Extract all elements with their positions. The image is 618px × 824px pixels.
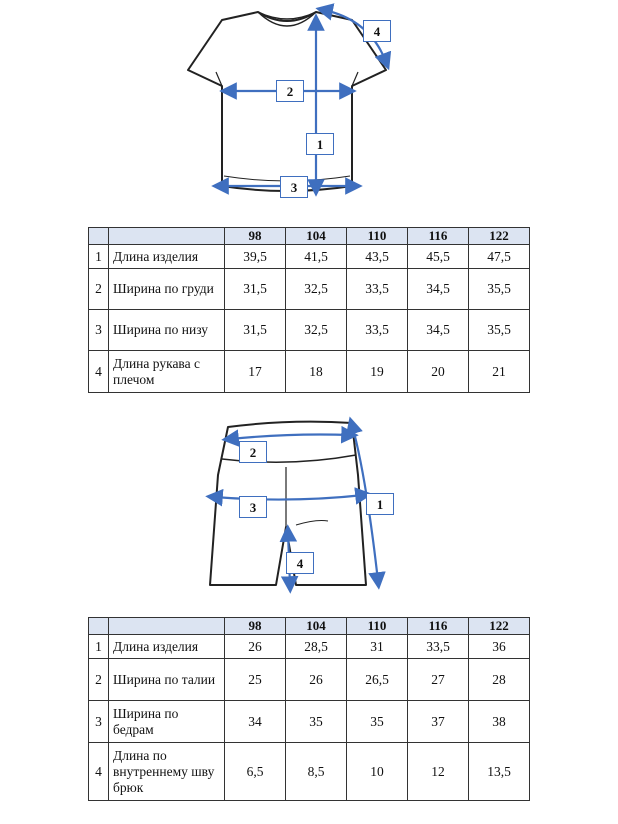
row-name: Длина рукава с плечом	[109, 351, 225, 393]
value-cell: 17	[225, 351, 286, 393]
size-header: 110	[347, 618, 408, 635]
value-cell: 18	[286, 351, 347, 393]
value-cell: 26,5	[347, 659, 408, 701]
callout-3: 3	[239, 496, 267, 518]
value-cell: 21	[469, 351, 530, 393]
row-index: 3	[89, 701, 109, 743]
tshirt-size-table	[88, 227, 530, 393]
value-cell: 41,5	[286, 245, 347, 269]
value-cell: 33,5	[347, 269, 408, 310]
value-cell: 33,5	[408, 635, 469, 659]
value-cell: 39,5	[225, 245, 286, 269]
table-row	[89, 635, 530, 659]
callout-3: 3	[280, 176, 308, 198]
table-row	[89, 245, 530, 269]
row-index: 4	[89, 351, 109, 393]
value-cell: 33,5	[347, 310, 408, 351]
value-cell: 45,5	[408, 245, 469, 269]
row-index: 3	[89, 310, 109, 351]
row-name: Ширина по талии	[109, 659, 225, 701]
value-cell: 26	[225, 635, 286, 659]
value-cell: 34,5	[408, 269, 469, 310]
row-name: Длина изделия	[109, 635, 225, 659]
value-cell: 6,5	[225, 743, 286, 801]
size-header: 110	[347, 228, 408, 245]
callout-1: 1	[306, 133, 334, 155]
callout-4: 4	[363, 20, 391, 42]
callout-2: 2	[276, 80, 304, 102]
size-header: 116	[408, 618, 469, 635]
table-header-row	[89, 228, 530, 245]
header-name-cell	[109, 618, 225, 635]
row-index: 1	[89, 245, 109, 269]
row-index: 4	[89, 743, 109, 801]
callout-1: 1	[366, 493, 394, 515]
value-cell: 13,5	[469, 743, 530, 801]
row-index: 1	[89, 635, 109, 659]
value-cell: 28	[469, 659, 530, 701]
value-cell: 27	[408, 659, 469, 701]
value-cell: 37	[408, 701, 469, 743]
row-name: Ширина по бедрам	[109, 701, 225, 743]
value-cell: 31	[347, 635, 408, 659]
table-row	[89, 351, 530, 393]
value-cell: 43,5	[347, 245, 408, 269]
row-name: Длина изделия	[109, 245, 225, 269]
table-row	[89, 701, 530, 743]
value-cell: 35,5	[469, 269, 530, 310]
tshirt-measurement-diagram	[0, 0, 618, 210]
callout-4: 4	[286, 552, 314, 574]
callout-2: 2	[239, 441, 267, 463]
value-cell: 26	[286, 659, 347, 701]
size-header: 98	[225, 618, 286, 635]
size-header: 122	[469, 618, 530, 635]
value-cell: 34	[225, 701, 286, 743]
value-cell: 20	[408, 351, 469, 393]
row-index: 2	[89, 269, 109, 310]
value-cell: 47,5	[469, 245, 530, 269]
size-header: 98	[225, 228, 286, 245]
value-cell: 35	[286, 701, 347, 743]
size-header: 104	[286, 618, 347, 635]
value-cell: 25	[225, 659, 286, 701]
row-name: Ширина по груди	[109, 269, 225, 310]
value-cell: 34,5	[408, 310, 469, 351]
value-cell: 35	[347, 701, 408, 743]
value-cell: 8,5	[286, 743, 347, 801]
value-cell: 35,5	[469, 310, 530, 351]
shorts-measurement-diagram	[0, 415, 618, 600]
header-index-cell	[89, 228, 109, 245]
value-cell: 31,5	[225, 310, 286, 351]
value-cell: 32,5	[286, 310, 347, 351]
value-cell: 36	[469, 635, 530, 659]
row-name: Ширина по низу	[109, 310, 225, 351]
table-row	[89, 659, 530, 701]
table-row	[89, 310, 530, 351]
value-cell: 32,5	[286, 269, 347, 310]
row-index: 2	[89, 659, 109, 701]
value-cell: 12	[408, 743, 469, 801]
table-row	[89, 269, 530, 310]
value-cell: 28,5	[286, 635, 347, 659]
table-row	[89, 743, 530, 801]
value-cell: 31,5	[225, 269, 286, 310]
value-cell: 38	[469, 701, 530, 743]
size-header: 104	[286, 228, 347, 245]
value-cell: 19	[347, 351, 408, 393]
shorts-size-table	[88, 617, 530, 801]
size-header: 116	[408, 228, 469, 245]
header-name-cell	[109, 228, 225, 245]
row-name: Длина по внутреннему шву брюк	[109, 743, 225, 801]
header-index-cell	[89, 618, 109, 635]
tshirt-outline	[0, 0, 618, 210]
size-header: 122	[469, 228, 530, 245]
value-cell: 10	[347, 743, 408, 801]
table-header-row	[89, 618, 530, 635]
